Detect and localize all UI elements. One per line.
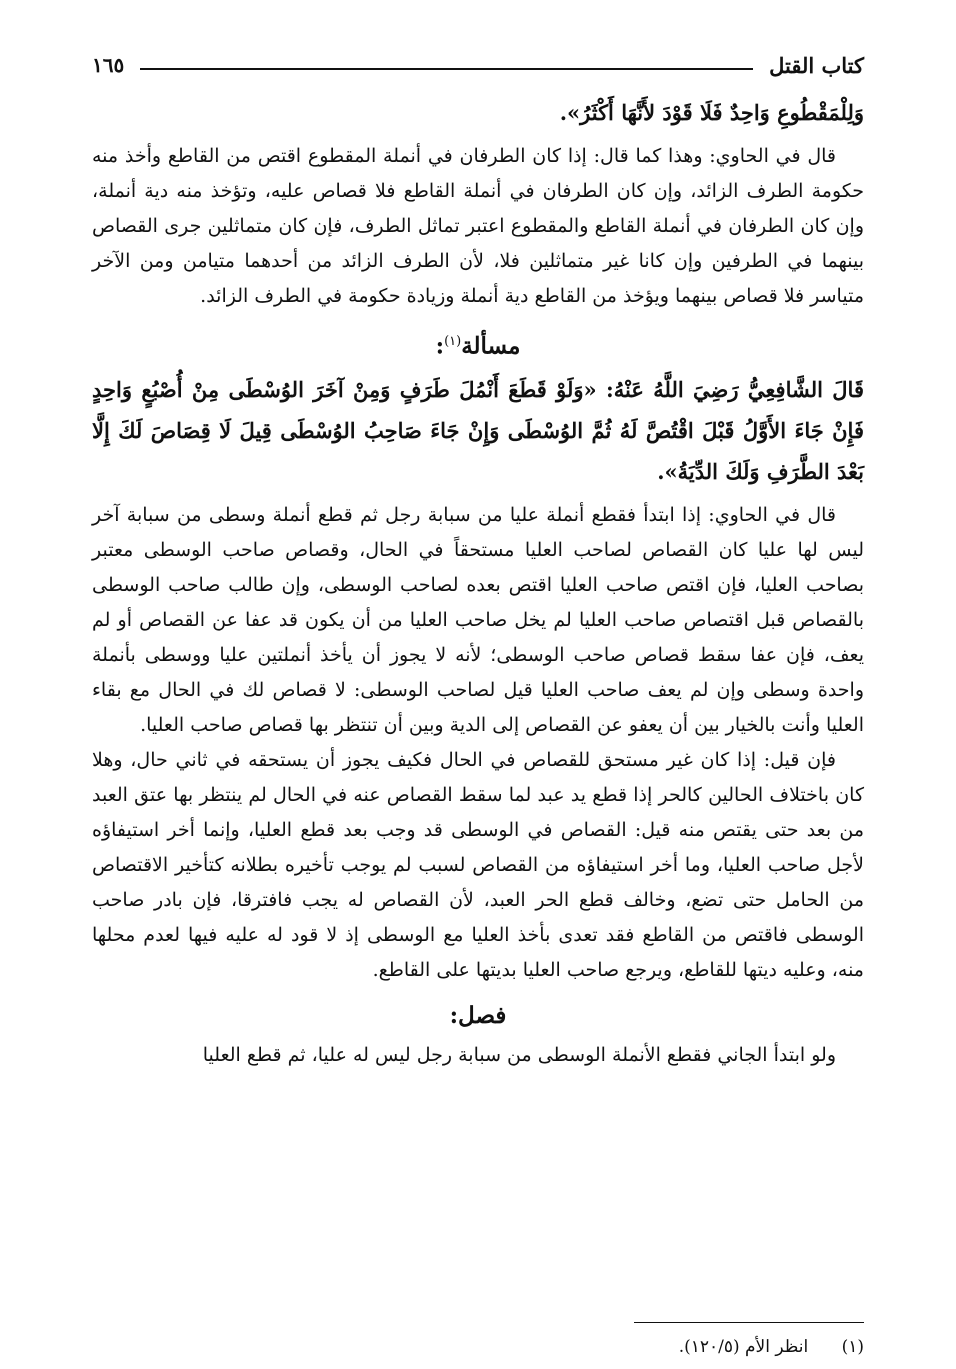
footnote-rule [634, 1322, 864, 1323]
commentary-paragraph: ولو ابتدأ الجاني فقطع الأنملة الوسطى من سبابة رجل ليس له عليا، ثم قطع العليا [202, 1043, 836, 1066]
commentary-paragraph: قال في الحاوي: وهذا كما قال: إذا كان الطرفان في أنملة المقطوع اقتص من القاطع وأخذ منه حكومة الطرف الزائد، وإن كان الطرفان في أنملة القاطع فلا قصاص عليه، وتؤخذ منه دية أنملة، وإن كان الطرفان في أنملة القاطع والمقطوع اعتبر تماثل الطرف، فإن كان متماثلين جرى القصاص بينهما في الطرفين وإن كانا غير متماثلين فلا، لأن الطرف الزائد من أحدهما متيامن ومن الآخر متياسر فلا قصاص بينهما ويؤخذ من القاطع دية أنملة وزيادة حكومة في الطرف الزائد. [92, 145, 864, 307]
page-header [92, 48, 864, 82]
commentary-paragraph: فإن قيل: إذا كان غير مستحق للقصاص في الحال فكيف يجوز أن يستحقه في ثاني حال، وهلا كان باختلاف الحالين كالحر إذا قطع يد عبد لما سقط القصاص عنه في الحال لم ينتظر بها عتق العبد من بعد حتى يقتص منه قيل: القصاص في الوسطى قد وجب بعد قطع العليا، وإنما أخر استيفاؤه لأجل صاحب العليا، وما أخر استيفاؤه من القصاص لسبب لم يوجب تأخيره بطلانه كتأخير الاقتصاص من الحامل حتى تضع، وخالف قطع الحر العبد، لأن القصاص له يجب فافترقا، فإن بادر صاحب الوسطى فاقتص من القاطع فقد تعدى بأخذ العليا مع الوسطى إذ لا قود له عليه فيها لعدم محلها منه، وعليه ديتها للقاطع، ويرجع صاحب العليا بديتها على القاطع. [92, 748, 864, 981]
matn-intro: وَلِلْمَقْطُوعِ وَاحِدٌ فَلَا قَوْدَ لأَنَّهَا أَكْثَرُ». [559, 100, 864, 125]
book-page [92, 40, 864, 1357]
heading-colon: : [435, 332, 445, 360]
matn-shafii: قَالَ الشَّافِعِيُّ رَضِيَ اللَّهُ عَنْهُ: «وَلَوْ قَطَعَ أَنْمُلَ طَرَفٍ وَمِنْ آخَرَ الوُسْطَى مِنْ أُصْبُعٍ وَاحِدٍ فَإِنْ جَاءَ الأَوَّلُ قَبْلَ اقْتُصَّ لَهُ ثُمَّ الوُسْطَى وَإِنْ جَاءَ صَاحِبُ الوُسْطَى قِيلَ لَا قِصَاصَ لَكَ إِلَّا بَعْدَ الطَّرَفِ وَلَكَ الدِّيَةُ». [92, 376, 864, 484]
section-heading-masala [92, 324, 864, 365]
header-rule [140, 68, 753, 70]
footnote [679, 1334, 864, 1360]
footnote-text: انظر الأم (١٢٠/٥). [678, 1337, 809, 1357]
commentary-paragraph: قال في الحاوي: إذا ابتدأ فقطع أنملة عليا من سبابة رجل ثم قطع أنملة وسطى من سبابة آخر ليس لها عليا كان القصاص لصاحب العليا مستحقاً في الحال، وقصاص صاحب الوسطى معتبر بصاحب العليا، فإن اقتص صاحب العليا اقتص بعده لصاحب الوسطى، وإن طالب صاحب الوسطى بالقصاص قبل اقتصاص صاحب العليا لم يخل صاحب العليا من أن يكون قد عفا عن القصاص أو لم يعف، فإن عفا سقط قصاص صاحب الوسطى؛ لأنه لا يجوز أن يأخذ أنملتين عليا ووسطى بأنملة واحدة وسطى وإن لم يعف صاحب العليا قيل لصاحب الوسطى: لا قصاص لك في الحال مع بقاء العليا وأنت بالخيار بين أن يعفو عن القصاص إلى الدية وبين أن تنتظر بها قصاص صاحب العليا. [92, 503, 864, 736]
page-content [92, 92, 864, 1073]
heading-label: مسألة [461, 332, 521, 360]
footnote-ref: (١) [444, 334, 462, 349]
footnote-number: (١) [841, 1337, 864, 1357]
section-heading-fasl: فصل: [449, 1001, 507, 1029]
book-title: كتاب القتل [769, 52, 864, 78]
page-number: ١٦٥ [92, 53, 125, 77]
